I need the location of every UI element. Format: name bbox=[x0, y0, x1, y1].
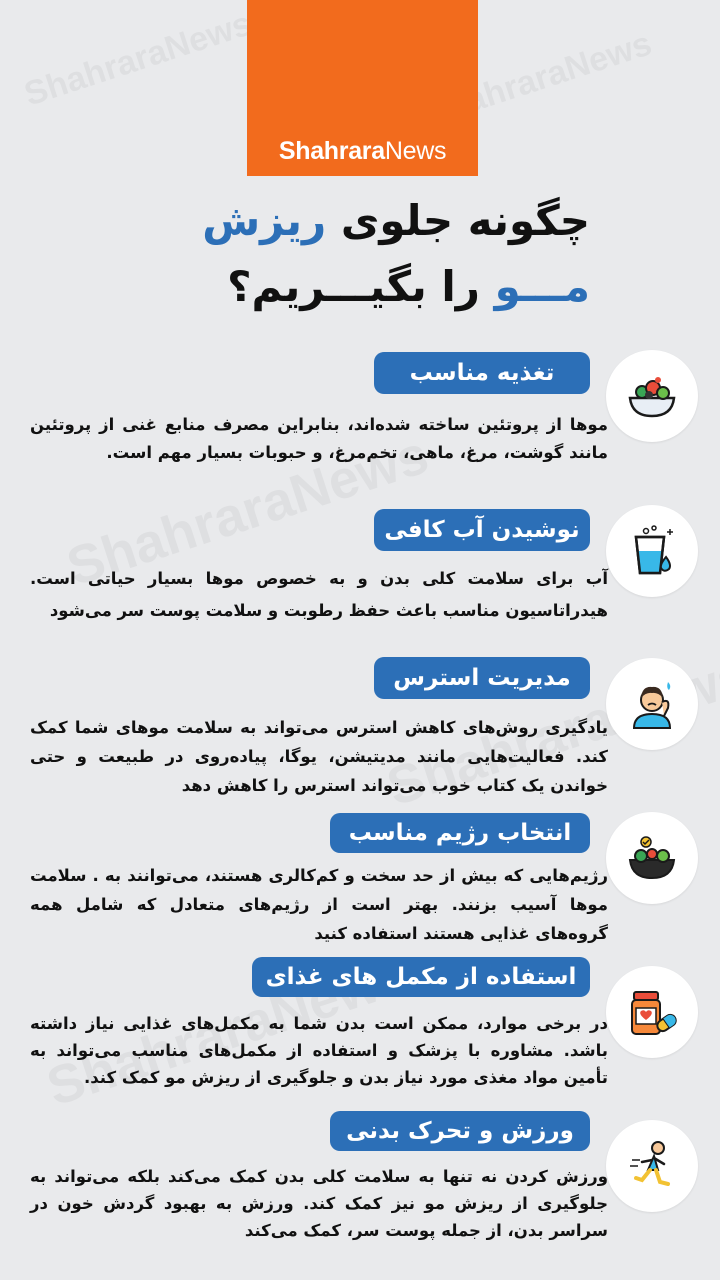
page-title-line2 bbox=[227, 262, 590, 311]
logo-banner bbox=[247, 0, 478, 176]
stressed-person-icon bbox=[606, 658, 698, 750]
section-text-supplements: در برخی موارد، ممکن است بدن شما به مکمل‌های غذایی نیاز داشته باشد. مشاوره با پزشک و استفاده از مکمل‌های مناسب می‌تواند به تأمین مواد مغذی مورد نیاز بدن و جلوگیری از ریزش مو کمک کند. bbox=[30, 1014, 608, 1087]
section-title-diet: انتخاب رژیم مناسب bbox=[330, 813, 590, 853]
diet-bowl-icon bbox=[606, 812, 698, 904]
section-title-supplements: استفاده از مکمل های غذای bbox=[252, 957, 590, 997]
section-title-nutrition: تغذیه مناسب bbox=[374, 352, 590, 394]
title-part: را بگیـــریم؟ bbox=[227, 262, 495, 311]
salad-bowl-icon bbox=[606, 350, 698, 442]
page-title-line1 bbox=[202, 196, 590, 245]
section-text-exercise: ورزش کردن نه تنها به سلامت کلی بدن کمک می‌کند بلکه می‌تواند به جلوگیری از ریزش مو نیز کمک کند. ورزش به بهبود گردش خون در سراسر بدن، از جمله پوست سر، کمک می‌کند bbox=[30, 1167, 608, 1240]
section-text-diet: رژیم‌هایی که بیش از حد سخت و کم‌کالری هستند، می‌توانند به . سلامت موها آسیب بزنند. بهتر است از رژیم‌های متعادل که شامل همه گروه‌های غذایی هستند استفاده کنید bbox=[30, 866, 608, 943]
brand-logo bbox=[279, 137, 446, 166]
water-glass-icon bbox=[606, 505, 698, 597]
section-text-nutrition: موها از پروتئین ساخته شده‌اند، بنابراین مصرف منابع غنی از پروتئین مانند گوشت، مرغ، ماهی، تخم‌مرغ، و حبوبات بسیار مهم است. bbox=[30, 415, 608, 462]
title-accent: مـــو bbox=[494, 262, 590, 311]
title-part: چگونه جلوی bbox=[326, 196, 590, 245]
section-title-water: نوشیدن آب کافی bbox=[374, 509, 590, 551]
title-accent: ریزش bbox=[202, 196, 327, 245]
supplement-pills-icon bbox=[606, 966, 698, 1058]
watermark bbox=[20, 4, 257, 114]
running-person-icon bbox=[606, 1120, 698, 1212]
section-text-stress: یادگیری روش‌های کاهش استرس می‌تواند به سلامت موهای شما کمک کند. فعالیت‌هایی مانند مدیتیشن، یوگا، پیاده‌روی در طبیعت و حتی خواندن یک کتاب خوب می‌تواند استرس را کاهش دهد bbox=[30, 718, 608, 795]
section-title-exercise: ورزش و تحرک بدنی bbox=[330, 1111, 590, 1151]
section-title-stress: مدیریت استرس bbox=[374, 657, 590, 699]
section-text-water: آب برای سلامت کلی بدن و به خصوص موها بسیار حیاتی است. هیدراتاسیون مناسب باعث حفظ رطوبت و سلامت پوست سر می‌شود bbox=[30, 569, 608, 620]
brand-name-bold: Shahrara bbox=[278, 137, 385, 165]
brand-name-light: News bbox=[384, 137, 447, 165]
